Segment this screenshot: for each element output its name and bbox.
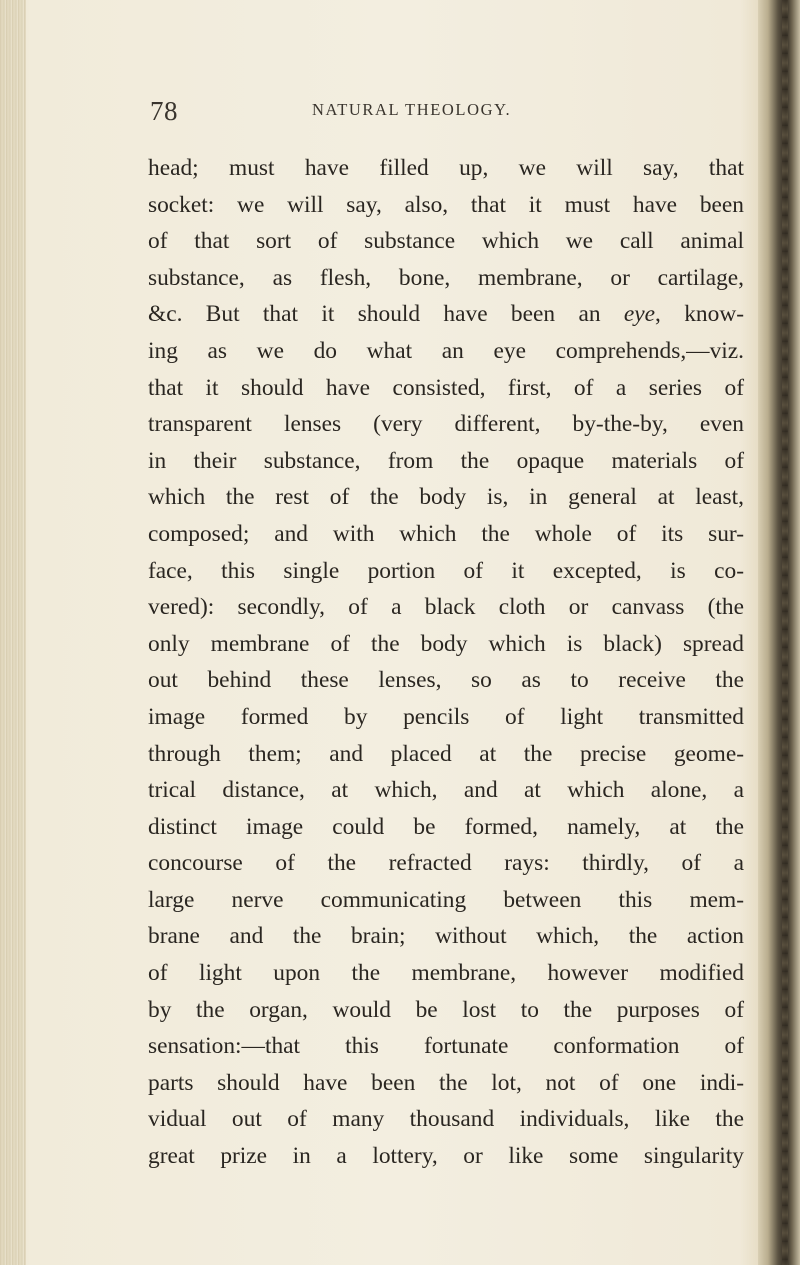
text-line: ing as we do what an eye comprehends,—viz. bbox=[148, 337, 744, 364]
text-line: that it should have consisted, first, of a series of bbox=[148, 374, 744, 401]
text-line: only membrane of the body which is black) spread bbox=[148, 630, 744, 657]
text-line: parts should have been the lot, not of one indi- bbox=[148, 1069, 744, 1096]
text-line: distinct image could be formed, namely, at the bbox=[148, 813, 744, 840]
text-line: &c. But that it should have been an eye, know- bbox=[148, 301, 744, 328]
text-line: sensation:—that this fortunate conformation of bbox=[148, 1033, 744, 1060]
binding-gutter bbox=[0, 0, 26, 1265]
text-line: through them; and placed at the precise geome- bbox=[148, 740, 744, 767]
text-line: vidual out of many thousand individuals, like the bbox=[148, 1106, 744, 1133]
text-line: out behind these lenses, so as to receive the bbox=[148, 667, 744, 694]
page-number: 78 bbox=[150, 96, 178, 126]
page-header bbox=[150, 96, 730, 136]
text-line: which the rest of the body is, in general at least, bbox=[148, 484, 744, 511]
text-line: socket: we will say, also, that it must have been bbox=[148, 191, 744, 218]
page-fore-edge bbox=[758, 0, 800, 1265]
text-line: substance, as flesh, bone, membrane, or cartilage, bbox=[148, 264, 744, 291]
text-line: concourse of the refracted rays: thirdly, of a bbox=[148, 850, 744, 877]
text-line: vered): secondly, of a black cloth or canvass (the bbox=[148, 594, 744, 621]
running-head: NATURAL THEOLOGY. bbox=[312, 100, 512, 119]
emphasis-text: eye bbox=[623, 301, 656, 328]
text-line: of light upon the membrane, however modified bbox=[148, 960, 744, 987]
text-line: large nerve communicating between this mem- bbox=[148, 886, 744, 913]
text-line: image formed by pencils of light transmitted bbox=[148, 703, 744, 730]
text-line: in their substance, from the opaque materials of bbox=[148, 447, 744, 474]
text-line: transparent lenses (very different, by-the-by, even bbox=[148, 411, 744, 438]
text-line: of that sort of substance which we call animal bbox=[148, 228, 744, 255]
text-line: composed; and with which the whole of its sur- bbox=[148, 520, 744, 547]
text-line: head; must have filled up, we will say, that bbox=[148, 155, 744, 181]
text-line: brane and the brain; without which, the action bbox=[148, 923, 744, 950]
text-line: face, this single portion of it excepted, is co- bbox=[148, 557, 744, 584]
text-line: trical distance, at which, and at which alone, a bbox=[148, 777, 744, 804]
text-line: great prize in a lottery, or like some singularity bbox=[148, 1143, 744, 1170]
text-line: by the organ, would be lost to the purposes of bbox=[148, 996, 744, 1023]
body-text bbox=[148, 150, 744, 1175]
